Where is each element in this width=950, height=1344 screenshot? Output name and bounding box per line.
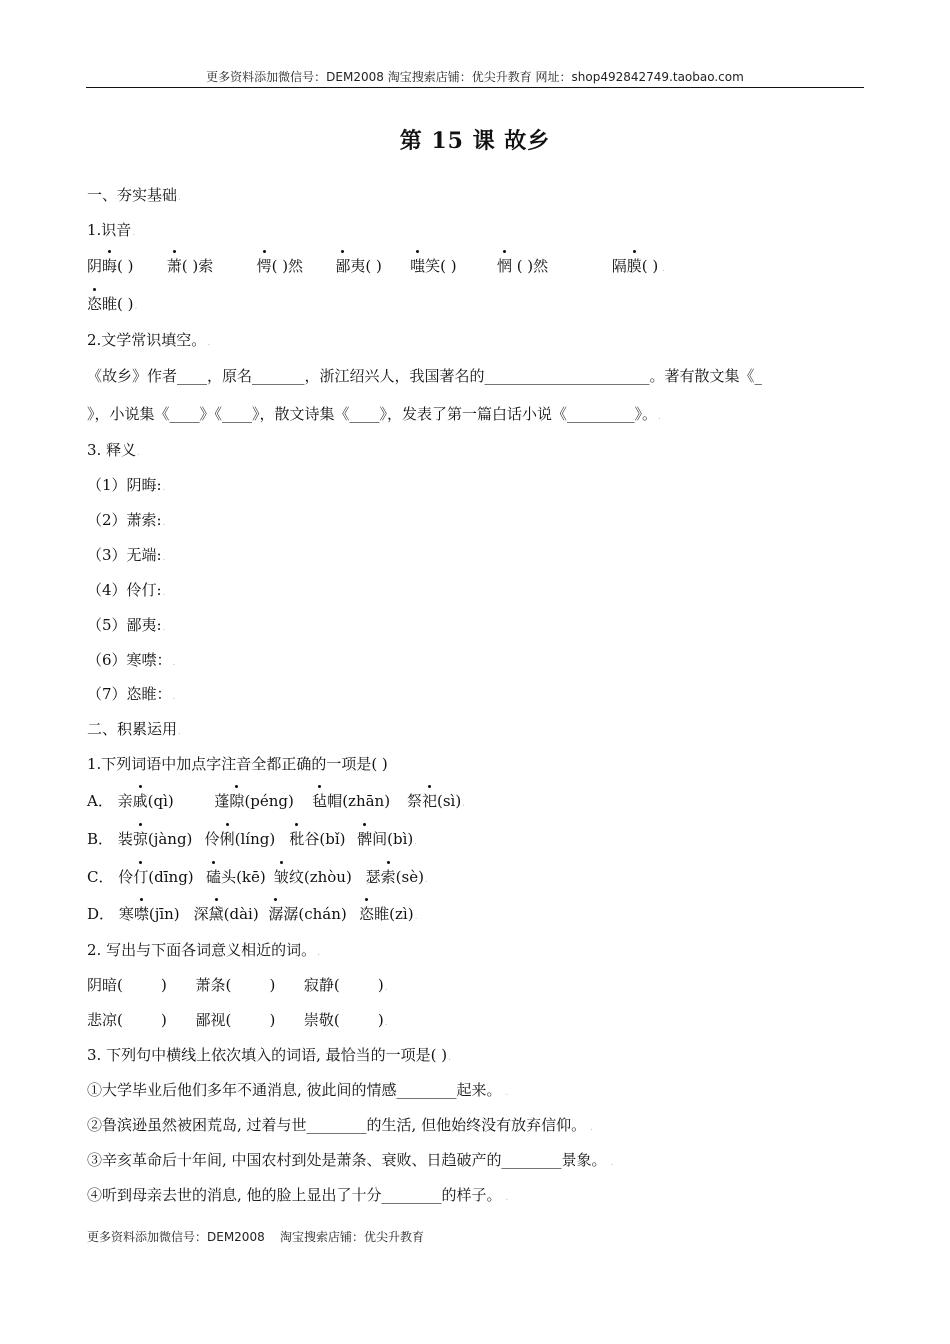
pinyin-item: 惘 ( )然 [496,257,549,275]
definition-item: （7）恣睢：. [87,685,176,703]
page-footer: 更多资料添加微信号：DEM2008 淘宝搜索店铺：优尖升教育 [87,1230,424,1244]
literature-fill-line-1: 《故乡》作者____，原名_______，浙江绍兴人，我国著名的______________________。著有散文集《_ [87,367,763,385]
literature-fill-line-2: 》，小说集《____》《____》，散文诗集《____》，发表了第一篇白话小说《_________》。. [87,405,661,423]
definition-item: （6）寒噤：. [87,651,176,669]
header-rule [86,87,864,88]
question-2-heading: 2.文学常识填空。. [87,331,211,349]
page-title: 第 15 课 故乡 [399,128,551,154]
fill-sentence-2: ②鲁滨逊虽然被困荒岛, 过着与世________的生活, 但他始终没有放弃信仰。 . [87,1116,593,1134]
pinyin-item: 愕( )然 [256,257,304,275]
question-3-heading: 3. 释义. [87,441,140,459]
option-b: B． 装弶(jàng) 伶俐(líng) 秕谷(bǐ) 髀间(bì). [87,830,418,848]
fill-sentence-3: ③辛亥革命后十年间, 中国农村到处是萧条、衰败、日趋破产的________景象。 . [87,1151,614,1169]
synonym-row-2: 悲凉( ) 鄙视( ) 崇敬( ). [87,1011,388,1029]
definition-item: （1）阴晦:. [87,476,166,494]
definition-item: （4）伶仃:. [87,581,166,599]
pinyin-item: 隔膜( ) . [611,257,665,275]
option-c: C． 伶仃(dīng) 磕头(kē) 皱纹(zhòu) 瑟索(sè). [87,868,428,886]
section-heading-2: 二、积累运用. [87,720,181,738]
section-heading-1: 一、夯实基础. [87,186,181,204]
pinyin-item: 萧( )索 [166,257,214,275]
pinyin-item: 鄙夷( ) [335,257,382,275]
fill-sentence-4: ④听到母亲去世的消息, 他的脸上显出了十分________的样子。 . [87,1186,509,1204]
option-d: D． 寒噤(jīn) 深黛(dài) 潺潺(chán) 恣睢(zì). [87,905,418,923]
definition-item: （3）无端:. [87,546,166,564]
synonym-row-1: 阴暗( ) 萧条( ) 寂静( ). [87,976,388,994]
pinyin-item: 嗤笑( ) [410,257,457,275]
option-a: A． 亲戚(qì) 蓬隙(péng) 毡帽(zhān) 祭祀(sì). [87,792,466,810]
pinyin-row-2: 恣睢( ). [87,295,138,313]
pinyin-row [87,256,665,279]
fill-heading: 3. 下列句中横线上依次填入的词语, 最恰当的一项是( ). [87,1046,451,1064]
definition-item: （2）萧索:. [87,511,166,529]
synonym-heading: 2. 写出与下面各词意义相近的词。. [87,941,320,959]
mc-question-heading: 1.下列词语中加点字注音全都正确的一项是( ) [87,755,388,773]
definition-item: （5）鄙夷:. [87,616,166,634]
question-1-heading: 1.识音. [87,221,136,239]
pinyin-item: 阴晦( ) [87,257,134,275]
fill-sentence-1: ①大学毕业后他们多年不通消息, 彼此间的情感________起来。 . [87,1081,509,1099]
page-header: 更多资料添加微信号：DEM2008 淘宝搜索店铺：优尖升教育 网址：shop492842749.taobao.com [206,70,744,84]
